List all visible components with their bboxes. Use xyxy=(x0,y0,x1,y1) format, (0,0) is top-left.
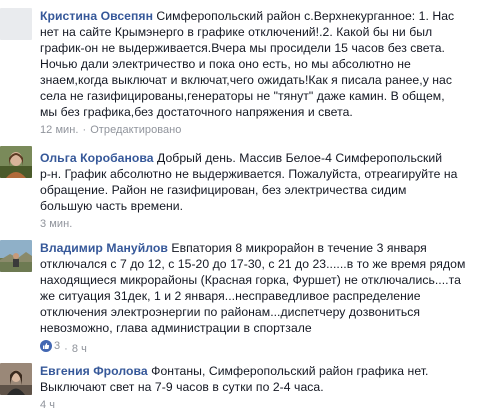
comment-text-line: Владимир Мануйлов Евпатория 8 микрорайон в течение 3 января xyxy=(40,241,427,255)
comment-timestamp[interactable]: 8 ч xyxy=(71,343,87,355)
comment-text-line: села не газифицированы,генераторы не "тянут" даже камин. В общем, xyxy=(40,89,445,103)
comment-text-line: отключался с 7 до 12, с 15-20 до 17-30, с 21 до 23......в то же время рядом xyxy=(40,257,466,271)
comment-text-line: отключения электроэнергии по районам...диспетчеру дозвониться xyxy=(40,305,421,319)
comment-author[interactable]: Владимир Мануйлов xyxy=(40,241,168,255)
comment-meta xyxy=(40,398,474,412)
comment-body xyxy=(40,240,474,356)
comment-timestamp[interactable]: 3 мин. xyxy=(40,218,73,230)
comment-text-line: график-он не выдерживается.Вчера мы просидели 15 часов без света. xyxy=(40,41,445,55)
comment-text-line: находящиеся микрорайоны (Красная горка, Фуршет) не отключались....та xyxy=(40,273,461,287)
thumbs-up-icon xyxy=(40,340,52,352)
avatar[interactable] xyxy=(0,240,32,272)
comment-text-line: Выключают свет на 7-9 часов в сутки по 2-4 часа. xyxy=(40,380,324,394)
comment-text-line: Кристина Овсепян Симферопольский район с.Верхнекурганное: 1. Нас xyxy=(40,9,455,23)
comment-text-line: Евгения Фролова Фонтаны, Симферопольский район графика нет. xyxy=(40,364,429,378)
meta-separator: · xyxy=(82,124,87,136)
comment-text-line: обращение. Район не газифицирован, без электричества сидим xyxy=(40,183,407,197)
comment-body xyxy=(40,150,474,231)
comment-meta xyxy=(40,123,474,137)
meta-separator: · xyxy=(64,343,68,355)
comment-author[interactable]: Кристина Овсепян xyxy=(40,9,153,23)
comment-timestamp[interactable]: 12 мин. xyxy=(40,124,79,136)
comment-body xyxy=(40,8,474,137)
comment-text-line: Ночью дали электричество и пока оно есть, но мы абсолютно не xyxy=(40,57,411,71)
avatar[interactable] xyxy=(0,363,32,395)
comment-text-line: мы без графика,без достаточного напряжения и света. xyxy=(40,105,353,119)
comment-text-line: р-н. График абсолютно не выдерживается. Пожалуйста, отреагируйте на xyxy=(40,167,458,181)
comment-text-line: нет на сайте Крымэнерго в графике отключений!.2. Какой бы ни был xyxy=(40,25,433,39)
avatar[interactable] xyxy=(0,146,32,178)
comment-text-line: большую часть времени. xyxy=(40,199,184,213)
comment-text-line: же ситуация 31дек, 1 и 2 января...несправедливое распределение xyxy=(40,289,421,303)
comment-text-line: невозможно, глава администрации в спортзале xyxy=(40,321,312,335)
edited-label[interactable]: Отредактировано xyxy=(90,124,182,136)
comment-text-line: знаем,когда выключат и включат,чего ожидать!Как я писала ранее,у нас xyxy=(40,73,453,87)
comment-meta xyxy=(40,217,474,231)
avatar[interactable] xyxy=(0,8,32,40)
comment-meta xyxy=(40,339,474,356)
comment-body xyxy=(40,363,474,412)
comment-author[interactable]: Евгения Фролова xyxy=(40,364,148,378)
comment-timestamp[interactable]: 4 ч xyxy=(40,399,56,411)
comment-author[interactable]: Ольга Коробанова xyxy=(40,151,154,165)
comment-text-line: Ольга Коробанова Добрый день. Массив Белое-4 Симферопольский xyxy=(40,151,443,165)
like-count[interactable]: 3 xyxy=(40,339,60,353)
